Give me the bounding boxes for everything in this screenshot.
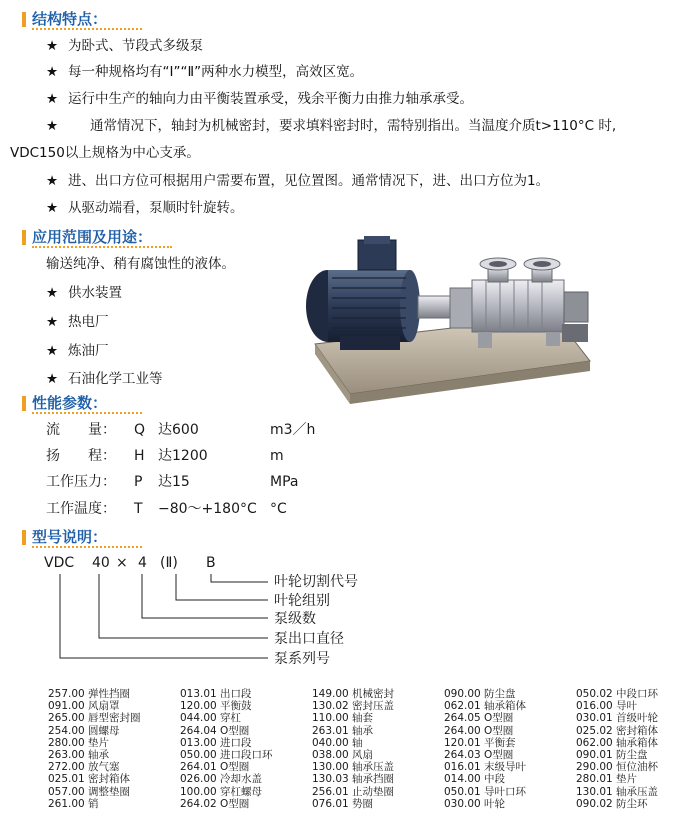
part-name: O型圈 bbox=[484, 712, 514, 725]
part-row bbox=[312, 712, 444, 724]
part-code: 100.00 bbox=[180, 785, 217, 798]
part-row bbox=[576, 737, 700, 749]
part-name: 密封箱体 bbox=[616, 724, 658, 737]
part-name: 轴承箱体 bbox=[616, 736, 658, 749]
part-name: 导叶 bbox=[616, 700, 637, 713]
part-name: 防尘环 bbox=[616, 797, 648, 810]
part-row bbox=[576, 712, 700, 724]
part-code: 050.00 bbox=[180, 748, 217, 761]
part-code: 264.02 bbox=[180, 797, 217, 810]
part-name: 中段 bbox=[484, 773, 505, 786]
structure-item: ★ 为卧式、节段式多级泵 bbox=[46, 38, 203, 54]
part-row bbox=[48, 700, 180, 712]
part-row bbox=[444, 737, 576, 749]
part-name: 轴 bbox=[352, 736, 363, 749]
application-item: ★ 石油化学工业等 bbox=[46, 371, 163, 387]
part-row bbox=[312, 688, 444, 700]
part-code: 263.00 bbox=[48, 748, 85, 761]
part-code: 013.01 bbox=[180, 688, 217, 700]
part-row bbox=[48, 798, 180, 810]
part-code: 090.02 bbox=[576, 797, 613, 810]
part-row bbox=[48, 688, 180, 700]
part-code: 038.00 bbox=[312, 748, 349, 761]
part-row bbox=[180, 700, 312, 712]
part-name: 进口段口环 bbox=[220, 748, 273, 761]
structure-item: ★ 进、出口方位可根据用户需要布置，见位置图。通常情况下，进、出口方位为1。 bbox=[46, 173, 550, 189]
part-name: 叶轮 bbox=[484, 797, 505, 810]
model-label-trim: 叶轮切割代号 bbox=[274, 574, 358, 590]
part-code: 091.00 bbox=[48, 700, 85, 713]
part-row bbox=[48, 773, 180, 785]
part-name: 冷却水盖 bbox=[220, 773, 262, 786]
part-code: 263.01 bbox=[312, 724, 349, 737]
part-row bbox=[444, 749, 576, 761]
performance-row: 流 量： Q 达600 m3／h bbox=[46, 422, 316, 438]
part-name: 弹性挡圈 bbox=[88, 688, 130, 700]
parts-column bbox=[312, 688, 444, 810]
part-code: 130.02 bbox=[312, 700, 349, 713]
part-name: 轴承挡圈 bbox=[352, 773, 394, 786]
part-row bbox=[180, 786, 312, 798]
part-row bbox=[180, 725, 312, 737]
part-row bbox=[576, 786, 700, 798]
part-name: 穿杠 bbox=[220, 712, 241, 725]
part-row bbox=[444, 712, 576, 724]
part-name: 风扇 bbox=[352, 748, 373, 761]
part-code: 110.00 bbox=[312, 712, 349, 725]
part-name: 密封箱体 bbox=[88, 773, 130, 786]
part-row bbox=[48, 749, 180, 761]
application-item: ★ 热电厂 bbox=[46, 314, 109, 330]
part-row bbox=[576, 761, 700, 773]
model-times: × bbox=[116, 555, 128, 571]
part-name: 平衡鼓 bbox=[220, 700, 252, 713]
part-name: 圆螺母 bbox=[88, 724, 120, 737]
part-code: 130.01 bbox=[576, 785, 613, 798]
part-name: 机械密封 bbox=[352, 688, 394, 700]
application-item: ★ 炼油厂 bbox=[46, 343, 109, 359]
part-code: 130.00 bbox=[312, 761, 349, 774]
part-row bbox=[48, 737, 180, 749]
part-row bbox=[312, 798, 444, 810]
model-label-series: 泵系列号 bbox=[274, 651, 330, 667]
model-label-stages: 泵级数 bbox=[274, 611, 316, 627]
model-trim: B bbox=[206, 555, 216, 571]
part-name: O型圈 bbox=[484, 748, 514, 761]
part-name: 止动垫圈 bbox=[352, 785, 394, 798]
part-row bbox=[312, 761, 444, 773]
part-row bbox=[444, 773, 576, 785]
part-row bbox=[312, 725, 444, 737]
part-row bbox=[444, 725, 576, 737]
part-row bbox=[180, 761, 312, 773]
part-code: 264.03 bbox=[444, 748, 481, 761]
model-label-group: 叶轮组别 bbox=[274, 593, 330, 609]
part-name: 末级导叶 bbox=[484, 761, 526, 774]
part-row bbox=[576, 798, 700, 810]
part-code: 044.00 bbox=[180, 712, 217, 725]
part-row bbox=[180, 798, 312, 810]
pump-photo bbox=[300, 236, 600, 406]
part-row bbox=[444, 688, 576, 700]
part-code: 090.01 bbox=[576, 748, 613, 761]
part-row bbox=[444, 761, 576, 773]
part-code: 090.00 bbox=[444, 688, 481, 700]
structure-item: ★ 通常情况下，轴封为机械密封，要求填料密封时，需特别指出。当温度介质t>110°C 时, bbox=[46, 118, 617, 134]
application-item: ★ 供水装置 bbox=[46, 285, 122, 301]
part-name: 销 bbox=[88, 797, 99, 810]
part-row bbox=[576, 725, 700, 737]
part-code: 076.01 bbox=[312, 797, 349, 810]
parts-column bbox=[576, 688, 700, 810]
part-code: 050.01 bbox=[444, 785, 481, 798]
part-name: 进口段 bbox=[220, 736, 252, 749]
part-code: 030.00 bbox=[444, 797, 481, 810]
parts-column bbox=[180, 688, 312, 810]
model-series: VDC bbox=[44, 555, 75, 571]
structure-item: ★ 运行中生产的轴向力由平衡装置承受，残余平衡力由推力轴承承受。 bbox=[46, 91, 473, 107]
part-code: 254.00 bbox=[48, 724, 85, 737]
part-code: 026.00 bbox=[180, 773, 217, 786]
part-row bbox=[576, 773, 700, 785]
part-code: 256.01 bbox=[312, 785, 349, 798]
part-row bbox=[444, 786, 576, 798]
structure-item: ★ 从驱动端看，泵顺时针旋转。 bbox=[46, 200, 244, 216]
part-name: 轴承压盖 bbox=[616, 785, 658, 798]
part-row bbox=[180, 773, 312, 785]
part-row bbox=[444, 700, 576, 712]
part-row bbox=[312, 786, 444, 798]
part-row bbox=[576, 700, 700, 712]
part-row bbox=[180, 749, 312, 761]
part-code: 040.00 bbox=[312, 736, 349, 749]
part-name: 导叶口环 bbox=[484, 785, 526, 798]
part-row bbox=[180, 712, 312, 724]
performance-row: 工作温度： T −80～+180°C °C bbox=[46, 501, 287, 517]
model-leader-lines bbox=[0, 560, 280, 672]
part-name: O型圈 bbox=[484, 724, 514, 737]
part-code: 030.01 bbox=[576, 712, 613, 725]
part-code: 257.00 bbox=[48, 688, 85, 700]
performance-row: 扬 程： H 达1200 m bbox=[46, 448, 284, 464]
part-name: 平衡套 bbox=[484, 736, 516, 749]
model-stages: 4 bbox=[138, 555, 147, 571]
part-name: 首级叶轮 bbox=[616, 712, 658, 725]
part-name: 轴承压盖 bbox=[352, 761, 394, 774]
model-diameter: 40 bbox=[92, 555, 110, 571]
part-name: 恒位油杯 bbox=[616, 761, 658, 774]
part-name: 风扇罩 bbox=[88, 700, 120, 713]
part-code: 120.00 bbox=[180, 700, 217, 713]
part-code: 264.05 bbox=[444, 712, 481, 725]
part-code: 149.00 bbox=[312, 688, 349, 700]
part-name: 轴承 bbox=[88, 748, 109, 761]
part-name: 密封压盖 bbox=[352, 700, 394, 713]
part-name: 轴承 bbox=[352, 724, 373, 737]
part-code: 057.00 bbox=[48, 785, 85, 798]
part-row bbox=[576, 688, 700, 700]
part-name: 出口段 bbox=[220, 688, 252, 700]
part-row bbox=[48, 786, 180, 798]
part-name: 垫片 bbox=[88, 736, 109, 749]
part-row bbox=[444, 798, 576, 810]
part-name: 穿杠螺母 bbox=[220, 785, 262, 798]
application-intro: 输送纯净、稍有腐蚀性的液体。 bbox=[46, 256, 235, 272]
structure-continuation: VDC150以上规格为中心支承。 bbox=[10, 145, 200, 161]
part-row bbox=[48, 761, 180, 773]
part-name: 中段口环 bbox=[616, 688, 658, 700]
part-code: 062.00 bbox=[576, 736, 613, 749]
part-code: 264.01 bbox=[180, 761, 217, 774]
part-code: 062.01 bbox=[444, 700, 481, 713]
part-code: 025.02 bbox=[576, 724, 613, 737]
part-row bbox=[312, 700, 444, 712]
part-code: 272.00 bbox=[48, 761, 85, 774]
part-row bbox=[312, 737, 444, 749]
part-name: 垫片 bbox=[616, 773, 637, 786]
part-code: 016.01 bbox=[444, 761, 481, 774]
part-row bbox=[180, 737, 312, 749]
part-row bbox=[180, 688, 312, 700]
part-name: O型圈 bbox=[220, 761, 250, 774]
part-code: 280.00 bbox=[48, 736, 85, 749]
part-code: 265.00 bbox=[48, 712, 85, 725]
part-code: 264.00 bbox=[444, 724, 481, 737]
parts-column bbox=[444, 688, 576, 810]
part-code: 016.00 bbox=[576, 700, 613, 713]
model-label-diameter: 泵出口直径 bbox=[274, 631, 344, 647]
part-code: 120.01 bbox=[444, 736, 481, 749]
part-name: 势圈 bbox=[352, 797, 373, 810]
part-row bbox=[48, 712, 180, 724]
part-code: 025.01 bbox=[48, 773, 85, 786]
part-code: 261.00 bbox=[48, 797, 85, 810]
part-row bbox=[576, 749, 700, 761]
part-row bbox=[48, 725, 180, 737]
part-name: O型圈 bbox=[220, 724, 250, 737]
part-name: 防尘盘 bbox=[484, 688, 516, 700]
part-code: 130.03 bbox=[312, 773, 349, 786]
part-code: 013.00 bbox=[180, 736, 217, 749]
model-group: (Ⅱ) bbox=[160, 555, 178, 571]
part-name: O型圈 bbox=[220, 797, 250, 810]
structure-item: ★ 每一种规格均有“Ⅰ”“Ⅱ”两种水力模型，高效区宽。 bbox=[46, 64, 364, 80]
part-row bbox=[312, 773, 444, 785]
part-row bbox=[312, 749, 444, 761]
part-code: 264.04 bbox=[180, 724, 217, 737]
part-name: 放气塞 bbox=[88, 761, 120, 774]
part-name: 调整垫圈 bbox=[88, 785, 130, 798]
part-code: 280.01 bbox=[576, 773, 613, 786]
part-code: 014.00 bbox=[444, 773, 481, 786]
parts-column bbox=[48, 688, 180, 810]
part-name: 防尘盘 bbox=[616, 748, 648, 761]
part-name: 轴套 bbox=[352, 712, 373, 725]
part-code: 050.02 bbox=[576, 688, 613, 700]
part-code: 290.00 bbox=[576, 761, 613, 774]
part-name: 唇型密封圈 bbox=[88, 712, 141, 725]
performance-row: 工作压力： P 达15 MPa bbox=[46, 474, 299, 490]
part-name: 轴承箱体 bbox=[484, 700, 526, 713]
